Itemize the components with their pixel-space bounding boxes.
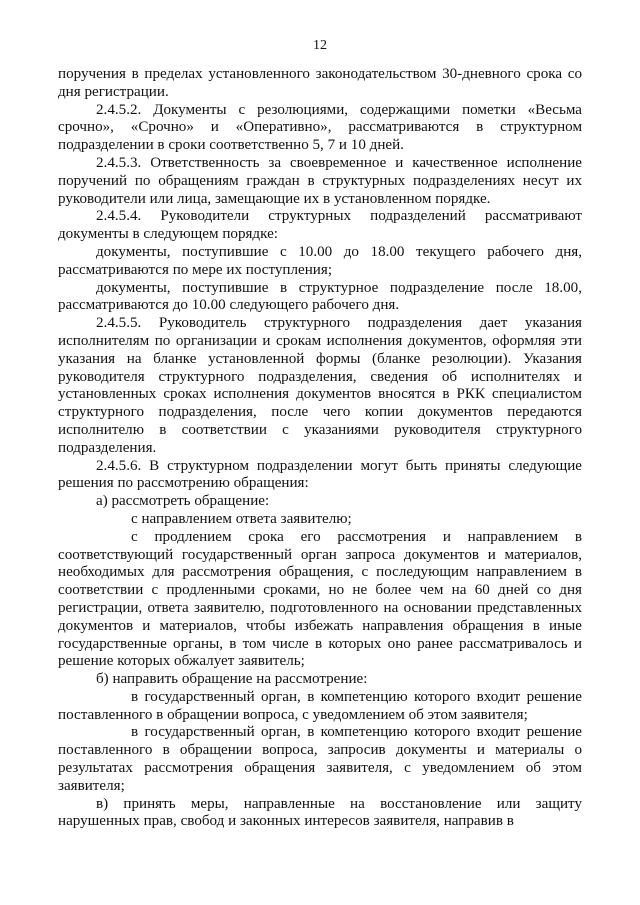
paragraph: 2.4.5.5. Руководитель структурного подразделения дает указания исполнителям по организации и срокам исполнения документов, оформляя эти указания на бланке установленной формы (бланке резолюции). Указания руководителя структурного подразделения, сведения об исполнителях и установленных сроках исполнения документов вносятся в РКК специалистом структурного подразделения, после чего копии документов передаются исполнителю в соответствии с указаниями руководителя структурного подразделения. (58, 315, 582, 456)
list-item: в государственный орган, в компетенцию которого входит решение поставленного в обращении вопроса, запросив документы и материалы о результатах рассмотрения обращения заявителя, с уведомлением об этом заявителя; (58, 724, 582, 794)
document-body (58, 66, 582, 831)
paragraph: 2.4.5.3. Ответственность за своевременное и качественное исполнение поручений по обращениям граждан в структурных подразделениях несут их руководители или лица, замещающие их в установленном порядке. (58, 154, 582, 207)
paragraph: 2.4.5.6. В структурном подразделении могут быть приняты следующие решения по рассмотрению обращения: (58, 457, 582, 492)
paragraph: 2.4.5.4. Руководители структурных подразделений рассматривают документы в следующем порядке: (58, 208, 582, 243)
list-item: в государственный орган, в компетенцию которого входит решение поставленного в обращении вопроса, с уведомлением об этом заявителя; (58, 688, 582, 723)
list-item: б) направить обращение на рассмотрение: (96, 671, 368, 688)
paragraph: документы, поступившие в структурное подразделение после 18.00, рассматриваются до 10.00 следующего рабочего дня. (58, 279, 582, 314)
list-item: в) принять меры, направленные на восстановление или защиту нарушенных прав, свобод и законных интересов заявителя, направив в (58, 795, 582, 830)
list-item: с продлением срока его рассмотрения и направлением в соответствующий государственный орган запроса документов и материалов, необходимых для рассмотрения обращения, с последующим направлением в соответствии с продленными сроками, но не более чем на 60 дней со дня регистрации, ответа заявителю, подготовленного на основании представленных документов и материалов, чтобы избежать направления обращения в иные государственные органы, в том числе в которых оно ранее рассматривалось и решение которых обжалует заявитель; (58, 528, 582, 670)
list-item: а) рассмотреть обращение: (96, 493, 270, 510)
paragraph: 2.4.5.2. Документы с резолюциями, содержащими пометки «Весьма срочно», «Срочно» и «Оперативно», рассматриваются в структурном подразделении в сроки соответственно 5, 7 и 10 дней. (58, 101, 582, 154)
list-item: с направлением ответа заявителю; (131, 510, 352, 527)
page-number: 12 (313, 38, 327, 53)
paragraph: документы, поступившие с 10.00 до 18.00 текущего рабочего дня, рассматриваются по мере их поступления; (58, 243, 582, 278)
paragraph: поручения в пределах установленного законодательством 30-дневного срока со дня регистрации. (58, 66, 582, 100)
